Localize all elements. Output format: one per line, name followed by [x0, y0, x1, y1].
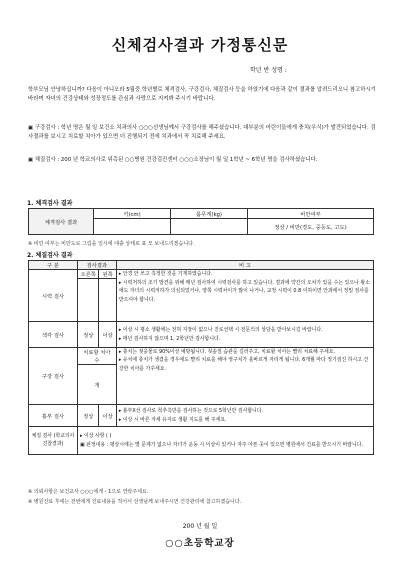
dental-category: 구강 검사	[29, 348, 78, 405]
vision-category: 시력 검사	[29, 270, 78, 322]
weight-header: 몸무게(kg)	[171, 209, 248, 219]
chest-normal: 정상	[78, 405, 99, 427]
color-vision-remarks	[116, 322, 373, 348]
vision-remark-2: ▸ 시력저하의 조기 발견을 위해 매년 검사하여 시력검사를 하고 있습니다. 결과에 약간의 오차가 있을 수는 있으나 왕소에도 자녀의 시력저하가 의심되었거나, 양쪽 시력차이가 많이 나거나, 교정 시력이 0.8 이하이면 안과에서 정밀 검사를 받으셔야 합니다.	[118, 279, 370, 303]
vision-left-label: 왼쪽	[99, 270, 116, 279]
category-header: 구 분	[29, 261, 78, 270]
intro-paragraph-dental: ▣ 구강검사 : 학년 명은 월 일 보건소 치과의사 ○○○선생님께서 구강검사를 해주셨습니다. 대부분의 어린이들에게 충치(우식)가 발견되었습니다. 검사결과를 보시고 치료할 치아가 있으면 더 진행되기 전에 치과에서 꼭 치료해 주세요.	[28, 125, 376, 140]
date-line: 200 년 월 일	[182, 523, 218, 530]
dental-count-unit: 개	[78, 365, 117, 405]
intro-paragraph-constitution: ▣ 체질검사 : 200 년 학교의사로 위촉된 ○○병원 건강검진센터 ○○○소장님이 월 일 1학년 ~ 6학년 명을 검사하셨습니다.	[28, 157, 318, 163]
chest-remark-1: ▸ 흉부X선 검사로 척추측만을 검사하는 것으로 5학년만 검사합니다.	[118, 408, 264, 415]
constitution-remark-2: ▣ 판정내용 : 평상시에는 별 문제가 없으나 자녀가 운동 시 이상이 있거나 자주 아픈 곳이 있으면 병원에서 진료를 받으시기 바랍니다.	[80, 441, 364, 448]
color-vision-abnormal: 이상	[99, 322, 116, 348]
color-vision-category: 색각 검사	[29, 322, 78, 348]
chest-category: 흉부 검사	[29, 405, 78, 427]
health-exam-table	[28, 260, 374, 455]
constitution-category: 체질 검사 (학교의사 진찰결과)	[29, 427, 78, 455]
color-vision-normal: 정상	[78, 322, 99, 348]
chest-remarks	[116, 405, 373, 427]
footnote-contact: ※ 의뢰사항은 보건교사 ○○○에게 - 1으로 연락주세요.	[28, 489, 149, 495]
page-title: 신체검사결과 가정통신문	[111, 36, 289, 54]
constitution-remark-1: ▸ 이상 사항 ( )	[80, 433, 112, 440]
obesity-value: 정상 / 비만(경도, 중등도, 고도)	[248, 219, 374, 235]
principal-signature: ○○초등학교장	[165, 538, 235, 549]
measurement-row-label: 체격검사 결과	[29, 209, 94, 235]
student-info-line: 학년 반 성명 :	[250, 67, 287, 74]
vision-left-value	[99, 279, 116, 322]
vision-right-value	[78, 279, 99, 322]
dental-remark-2: ▸ 유치에 충치가 생겼을 경우에도 빨리 치료를 해야 영구치가 올바르게 자라게 됩니다. 6개월 마다 정기검진 하시고 건강한 치아를 가꾸세요.	[118, 357, 369, 372]
color-vision-remark-2: ▸ 매년 검사하지 않으며 1, 2학년만 검사합니다.	[118, 335, 221, 342]
section1-note: ※ 비만 여부는 비만도로 그림을 일시에 대출 상태로 표 모 보내드리겠습니다.	[28, 241, 195, 247]
height-header: 키(cm)	[94, 209, 171, 219]
intro-paragraph-1: 학부모님 안녕하십니까? 다음이 아니오라 5월중 학년별로 체격검사, 구강검사, 체질검사 등을 하였기에 다음과 같이 결과를 알려드리오니 참고하시기 바라며 자녀의 건강상태와 성장정도를 관심과 사랑으로 지켜봐 주시기 바랍니다.	[28, 87, 376, 102]
height-value	[94, 219, 171, 235]
dental-remark-1: ▸ 충치는 젖을물로 90%이상 예방됩니다. 칫솔질 습관을 길러주고, 치료할 치아는 빨리 치료해 주세요.	[118, 349, 336, 355]
dental-remarks	[116, 348, 373, 405]
footnote-clinic: ※ 병원진료 후에는 전번에게 진료내용을 적어서 선생님께 보내주시면 건강관리에 참고하겠습니다.	[28, 499, 242, 505]
chest-remark-2: ▸ 이상 시 바른 자세 유지로 생활 지도를 해 주세요.	[118, 416, 227, 423]
vision-right-label: 오른쪽	[78, 270, 99, 279]
remarks-header: 비 고	[116, 261, 373, 270]
section1-heading: 1. 체격검사 결과	[27, 200, 73, 207]
section2-heading: 2. 체질검사 결과	[27, 252, 73, 259]
body-measurement-table	[28, 208, 374, 235]
constitution-remarks	[78, 427, 374, 455]
obesity-header: 비만여부	[248, 209, 374, 219]
vision-remarks	[116, 270, 373, 322]
result-header: 검사결과	[78, 261, 117, 270]
vision-remark-1: ▸ 안경 안 쓰고 측정한 것을 기재하였습니다.	[118, 271, 213, 277]
weight-value	[171, 219, 248, 235]
chest-abnormal: 이상	[99, 405, 116, 427]
dental-count-label: 치료할 치아 수	[78, 348, 117, 365]
color-vision-remark-1: ▸ 이상 시 평소 생활에는 전혀 지장이 없으나 진로선택 시 전문의의 상담을 받아보시길 바랍니다.	[118, 327, 323, 334]
